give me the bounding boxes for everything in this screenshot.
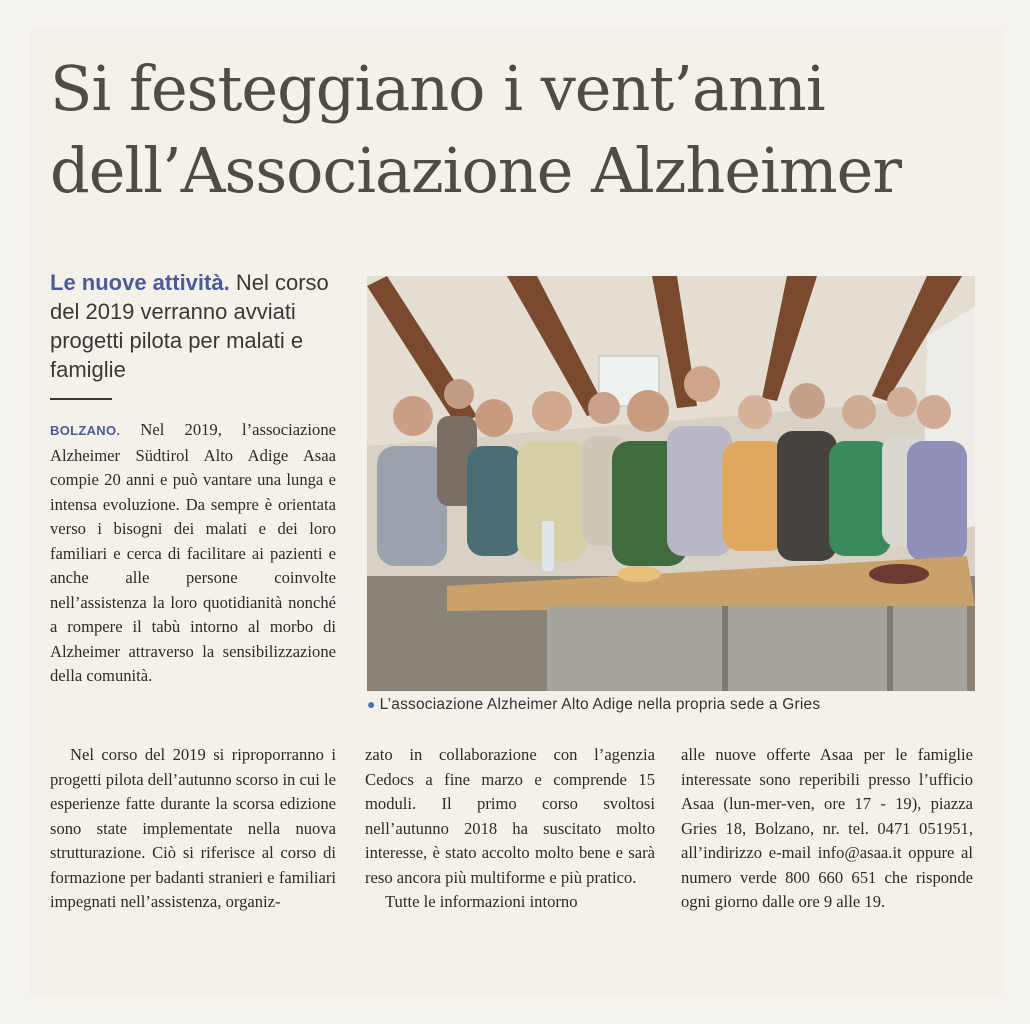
newspaper-page [30, 30, 1005, 995]
article-paragraph-3-col3: alle nuove offerte Asaa per le famiglie interessate sono reperibili presso l’ufficio Asaa (lun-mer-ven, ore 17 - 19), piazza Gries 18, Bolzano, nr. tel. 0471 051951, all’indirizzo e-mail info@asaa.it oppure al numero verde 800 660 651 che risponde ogni giorno dalle ore 9 alle 19. [681, 745, 973, 911]
subhead-kicker: Le nuove attività. [50, 270, 230, 295]
article-paragraph-2-col1: Nel corso del 2019 si riproporranno i progetti pilota dell’autunno scorso in cui le esperienze fatte durante la scorsa edizione sono state implementate nella nuova strutturazione. Ciò si riferisce al corso di formazione per badanti stranieri e familiari impegnati nell’assistenza, organiz- [50, 745, 336, 911]
subheadline [50, 268, 350, 384]
divider-rule [50, 398, 112, 400]
article-col-2 [365, 743, 655, 915]
paragraph-3-start: Tutte le informazioni intorno [385, 892, 578, 911]
photo-caption [367, 696, 977, 714]
paragraph-2-continued: zato in collaborazione con l’agenzia Cedocs a fine marzo e comprende 15 moduli. Il primo corso svoltosi nell’autunno 2018 ha suscitato molto interesse, è stato accolto molto bene e sarà reso ancora più multiforme e più pratico. [365, 745, 655, 887]
headline-line-1: Si festeggiano i vent’anni [50, 52, 825, 125]
dateline: BOLZANO. [50, 423, 121, 438]
bullet-icon: ● [367, 696, 376, 712]
headline-line-2: dell’Associazione Alzheimer [50, 134, 901, 207]
article-paragraph-1 [50, 418, 336, 689]
paragraph-1-text: Nel 2019, l’associazione Alzheimer Südtirol Alto Adige Asaa compie 20 anni e può vantare una lunga e intensa evoluzione. Da sempre è orientata verso i bisogni dei malati e dei loro familiari e cerca di facilitare ai pazienti e anche alle persone coinvolte nell’assistenza la loro quotidianità nonché a rompere il tabù intorno al morbo di Alzheimer attraverso la sensibilizzazione della comunità. [50, 420, 336, 685]
headline [50, 48, 990, 212]
group-photo [367, 276, 975, 691]
caption-text: L’associazione Alzheimer Alto Adige nella propria sede a Gries [379, 696, 821, 713]
subhead-text: Nel corso del 2019 verranno avviati progetti pilota per malati e famiglie [50, 270, 329, 382]
